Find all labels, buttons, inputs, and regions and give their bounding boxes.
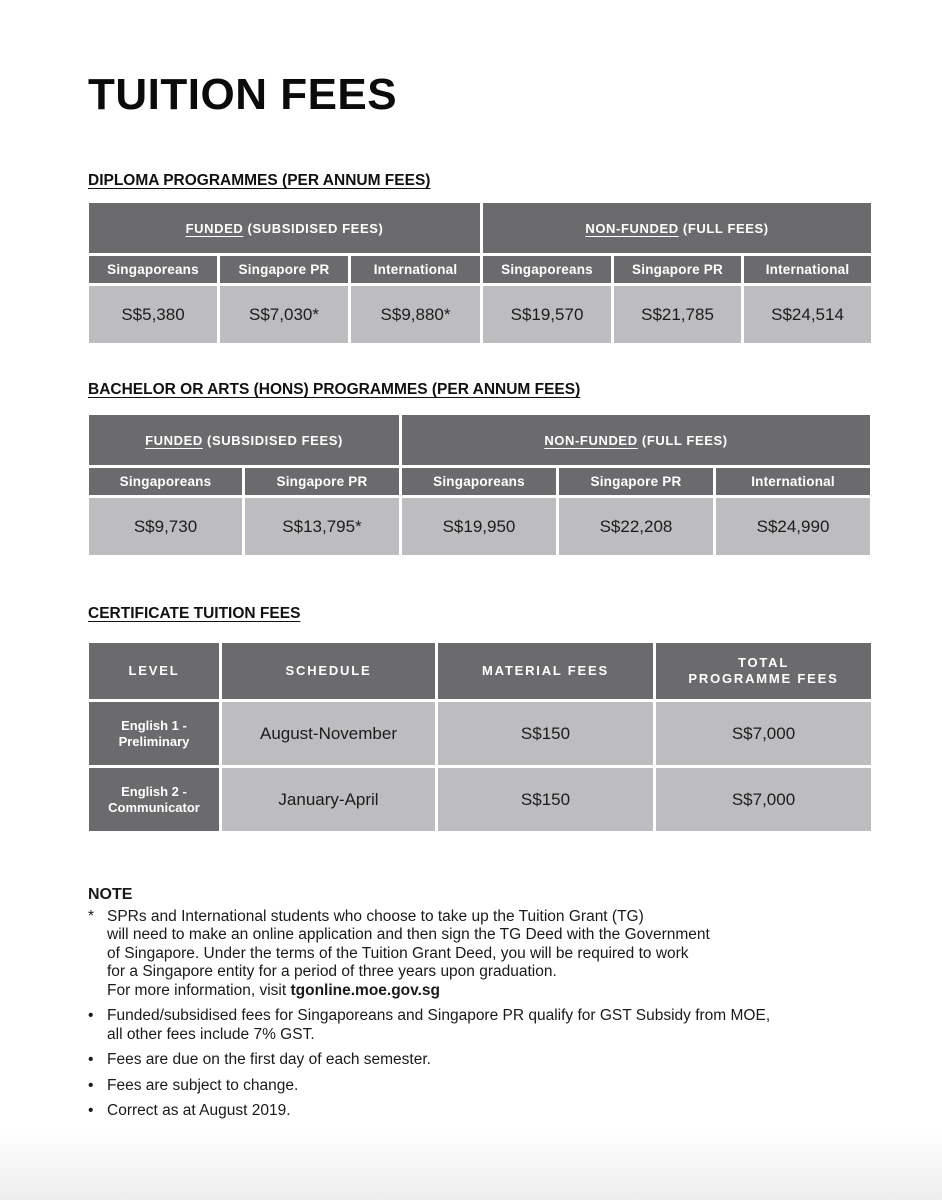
- diploma-nonfunded-header: [483, 203, 871, 253]
- note-info-prefix: For more information, visit: [107, 981, 291, 999]
- column-header: Singaporeans: [483, 256, 611, 283]
- column-header: Singaporeans: [89, 256, 217, 283]
- note-item: [88, 1051, 878, 1070]
- column-header-line: TOTAL: [737, 655, 790, 670]
- fee-value: S$9,730: [89, 498, 242, 555]
- column-header: International: [744, 256, 871, 283]
- note-line: Fees are subject to change.: [107, 1076, 299, 1094]
- note-item: [88, 1007, 878, 1044]
- level-cell: [89, 768, 219, 831]
- diploma-nonfunded-suffix: (FULL FEES): [678, 220, 769, 236]
- asterisk-marker: *: [88, 907, 95, 925]
- note-item: [88, 1077, 878, 1096]
- column-header: International: [716, 468, 870, 495]
- total-fee-cell: S$7,000: [656, 702, 871, 765]
- bachelor-funded-header: [89, 415, 399, 465]
- note-item: [88, 1102, 878, 1121]
- table-row: [89, 768, 871, 831]
- bullet-marker: •: [88, 1007, 94, 1024]
- diploma-funded-suffix: (SUBSIDISED FEES): [243, 220, 384, 236]
- column-header: Singaporeans: [402, 468, 556, 495]
- fee-value: S$9,880*: [351, 286, 480, 343]
- note-item: [88, 908, 878, 1001]
- bullet-marker: •: [88, 1102, 94, 1119]
- column-header: Singapore PR: [245, 468, 399, 495]
- note-line: will need to make an online application and then sign the TG Deed with the Government: [107, 926, 710, 943]
- fee-value: S$24,990: [716, 498, 870, 555]
- column-header: Singaporeans: [89, 468, 242, 495]
- total-fee-cell: S$7,000: [656, 768, 871, 831]
- fee-value: S$19,570: [483, 286, 611, 343]
- column-header: SCHEDULE: [222, 643, 435, 699]
- schedule-cell: January-April: [222, 768, 435, 831]
- note-line: Correct as at August 2019.: [107, 1102, 291, 1119]
- note-section: [88, 886, 878, 1128]
- schedule-cell: August-November: [222, 702, 435, 765]
- fee-value: S$22,208: [559, 498, 713, 555]
- diploma-fees-table: [86, 200, 874, 346]
- bachelor-nonfunded-label: NON-FUNDED: [544, 432, 638, 448]
- fee-value: S$24,514: [744, 286, 871, 343]
- note-line: Funded/subsidised fees for Singaporeans and Singapore PR qualify for GST Subsidy from MOE,: [107, 1007, 771, 1024]
- bachelor-funded-suffix: (SUBSIDISED FEES): [202, 432, 343, 448]
- diploma-nonfunded-label: NON-FUNDED: [585, 220, 679, 236]
- tg-website-link[interactable]: tgonline.moe.gov.sg: [290, 981, 441, 999]
- diploma-funded-label: FUNDED: [185, 220, 244, 236]
- table-row: [89, 702, 871, 765]
- fee-value: S$5,380: [89, 286, 217, 343]
- note-line: all other fees include 7% GST.: [107, 1025, 315, 1043]
- fee-value: S$19,950: [402, 498, 556, 555]
- note-line: SPRs and International students who choose to take up the Tuition Grant (TG): [107, 907, 644, 925]
- note-list: [88, 908, 878, 1121]
- material-fee-cell: S$150: [438, 768, 653, 831]
- level-cell: [89, 702, 219, 765]
- column-header: LEVEL: [89, 643, 219, 699]
- page-title: TUITION FEES: [88, 70, 398, 119]
- bullet-marker: •: [88, 1076, 94, 1094]
- bachelor-funded-label: FUNDED: [145, 432, 203, 448]
- column-header: MATERIAL FEES: [438, 643, 653, 699]
- column-header-total: [656, 643, 871, 699]
- column-header-line: PROGRAMME FEES: [688, 671, 839, 686]
- certificate-heading: CERTIFICATE TUITION FEES: [88, 605, 301, 622]
- bullet-marker: •: [88, 1051, 94, 1068]
- level-line: Preliminary: [118, 733, 190, 749]
- fee-value: S$13,795*: [245, 498, 399, 555]
- note-title: NOTE: [88, 886, 133, 903]
- material-fee-cell: S$150: [438, 702, 653, 765]
- note-line: of Singapore. Under the terms of the Tuition Grant Deed, you will be required to work: [107, 944, 689, 962]
- diploma-funded-header: [89, 203, 480, 253]
- column-header: Singapore PR: [220, 256, 348, 283]
- bachelor-nonfunded-suffix: (FULL FEES): [637, 432, 728, 448]
- column-header: International: [351, 256, 480, 283]
- level-line: English 1 -: [121, 717, 187, 733]
- column-header: Singapore PR: [559, 468, 713, 495]
- level-line: English 2 -: [121, 783, 187, 799]
- column-header: Singapore PR: [614, 256, 741, 283]
- certificate-fees-table: [86, 640, 874, 834]
- bachelor-heading: BACHELOR OR ARTS (HONS) PROGRAMMES (PER ANNUM FEES): [88, 381, 581, 398]
- diploma-heading: DIPLOMA PROGRAMMES (PER ANNUM FEES): [88, 172, 431, 189]
- note-line: for a Singapore entity for a period of three years upon graduation.: [107, 963, 557, 980]
- fee-value: S$7,030*: [220, 286, 348, 343]
- level-line: Communicator: [108, 799, 200, 815]
- note-line: Fees are due on the first day of each semester.: [107, 1051, 431, 1068]
- fee-value: S$21,785: [614, 286, 741, 343]
- bachelor-nonfunded-header: [402, 415, 870, 465]
- note-info-line: [107, 982, 878, 1001]
- bachelor-fees-table: [86, 412, 873, 558]
